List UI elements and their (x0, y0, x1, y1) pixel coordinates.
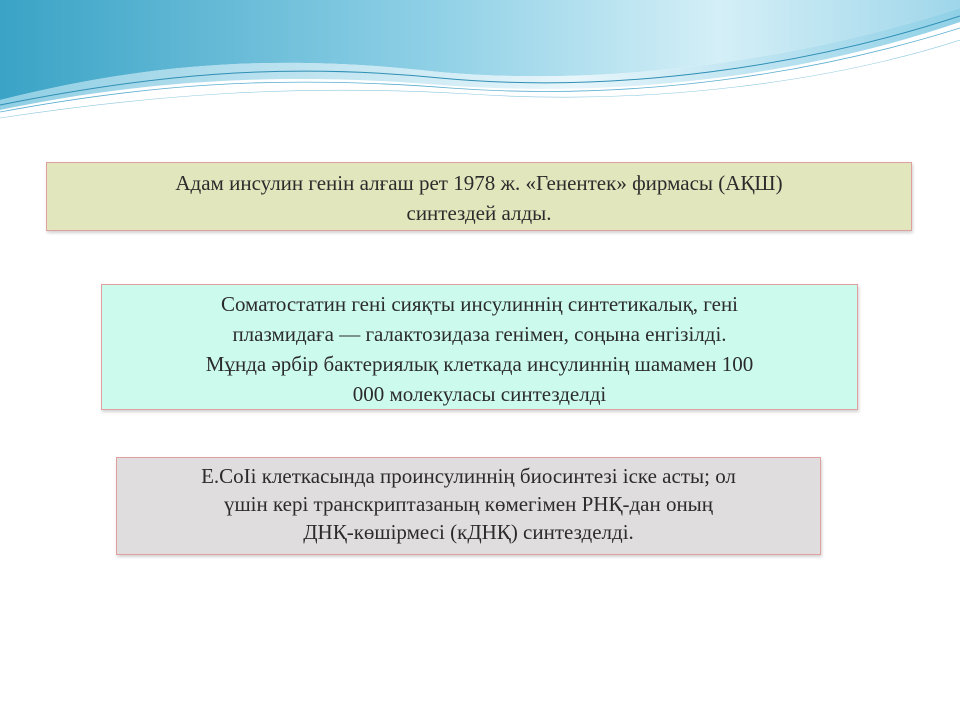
text-line: синтездей алды. (406, 201, 552, 225)
text-line: плазмидаға — галактозидаза генімен, соңына енгізілді. (232, 322, 727, 346)
text-line: үшін кері транскриптазаның көмегімен РНҚ-дан оның (223, 492, 714, 516)
text-line: ДНҚ-көшірмесі (кДНҚ) синтезделді. (303, 520, 634, 544)
wave-decoration (0, 0, 960, 130)
text-line: Е.CoIi клеткасында проинсулиннің биосинтезі іске асты; ол (201, 464, 736, 488)
text-line: Мұнда әрбір бактериялық клеткада инсулиннің шамамен 100 (205, 352, 754, 376)
text-box-somatostatin (101, 284, 858, 410)
text-line: Адам инсулин генін алғаш рет 1978 ж. «Генентек» фирмасы (АҚШ) (175, 171, 783, 195)
text-line: 000 молекуласы синтезделді (352, 382, 607, 406)
text-line: Соматостатин гені сияқты инсулиннің синтетикалық, гені (220, 292, 739, 316)
text-box-insulin-gene (46, 162, 912, 231)
text-box-proinsulin (116, 457, 821, 555)
